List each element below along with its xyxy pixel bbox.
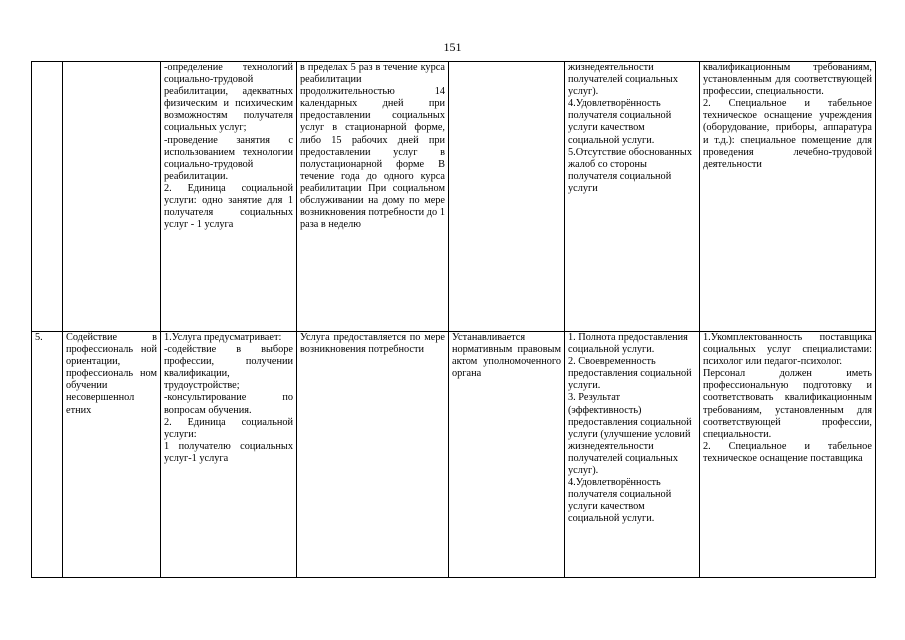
cell-service-cost: Устанавливается нормативным правовым актом уполномоченного органа <box>449 332 565 578</box>
cell-service-conditions: квалификационным требованиям, установленным для соответствующей профессии, специальности. 2. Специальное и табельное техническое оснащение учреждения (оборудование, приборы, аппаратура и т.д.): специальное помещение для проведения лечебно-трудовой деятельности <box>700 62 876 332</box>
cell-num <box>32 62 63 332</box>
cell-service-timing: Услуга предоставляется по мере возникновения потребности <box>297 332 449 578</box>
cell-num: 5. <box>32 332 63 578</box>
cell-service-name <box>63 62 161 332</box>
services-table <box>31 61 876 578</box>
page-number: 151 <box>443 40 462 54</box>
table-row <box>32 62 876 332</box>
cell-service-cost <box>449 62 565 332</box>
cell-service-timing: в пределах 5 раз в течение курса реабилитации продолжительностью 14 календарных дней при предоставлении социальных услуг в стационарной форме, либо 15 рабочих дней при предоставлении услуг в полустационарной форме В течение года до одного курса реабилитации При социальном обслуживании на дому по мере возникновения потребности до 1 раза в неделю <box>297 62 449 332</box>
table-row <box>32 332 876 578</box>
cell-service-content: -определение технологий социально-трудовой реабилитации, адекватных физическим и психическим возможностям получателя социальных услуг; -проведение занятия с использованием технологии социально-трудовой реабилитации. 2. Единица социальной услуги: одно занятие для 1 получателя социальных услуг - 1 услуга <box>161 62 297 332</box>
cell-service-content: 1.Услуга предусматривает: -содействие в выборе профессии, получении квалификации, трудоустройстве; -консультирование по вопросам обучения. 2. Единица социальной услуги: 1 получателю социальных услуг-1 услуга <box>161 332 297 578</box>
cell-quality-indicators: жизнедеятельности получателей социальных услуг). 4.Удовлетворённость получателя социальной услуги качеством социальной услуги. 5.Отсутствие обоснованных жалоб со стороны получателя социальной услуги <box>565 62 700 332</box>
cell-quality-indicators: 1. Полнота предоставления социальной услуги. 2. Своевременность предоставления социальной услуги. 3. Результат (эффективность) предоставления социальной услуги (улучшение условий жизнедеятельности получателей социальных услуг). 4.Удовлетворённость получателя социальной услуги качеством социальной услуги. <box>565 332 700 578</box>
cell-service-name: Содействие в профессиональ ной ориентации, профессиональ ном обучении несовершеннол етних <box>63 332 161 578</box>
cell-service-conditions: 1.Укомплектованность поставщика социальных услуг специалистами: психолог или педагог-психолог. Персонал должен иметь профессиональную подготовку и соответствовать квалификационным требованиям, установленным для соответствующей профессии, специальности. 2. Специальное и табельное техническое оснащение поставщика <box>700 332 876 578</box>
